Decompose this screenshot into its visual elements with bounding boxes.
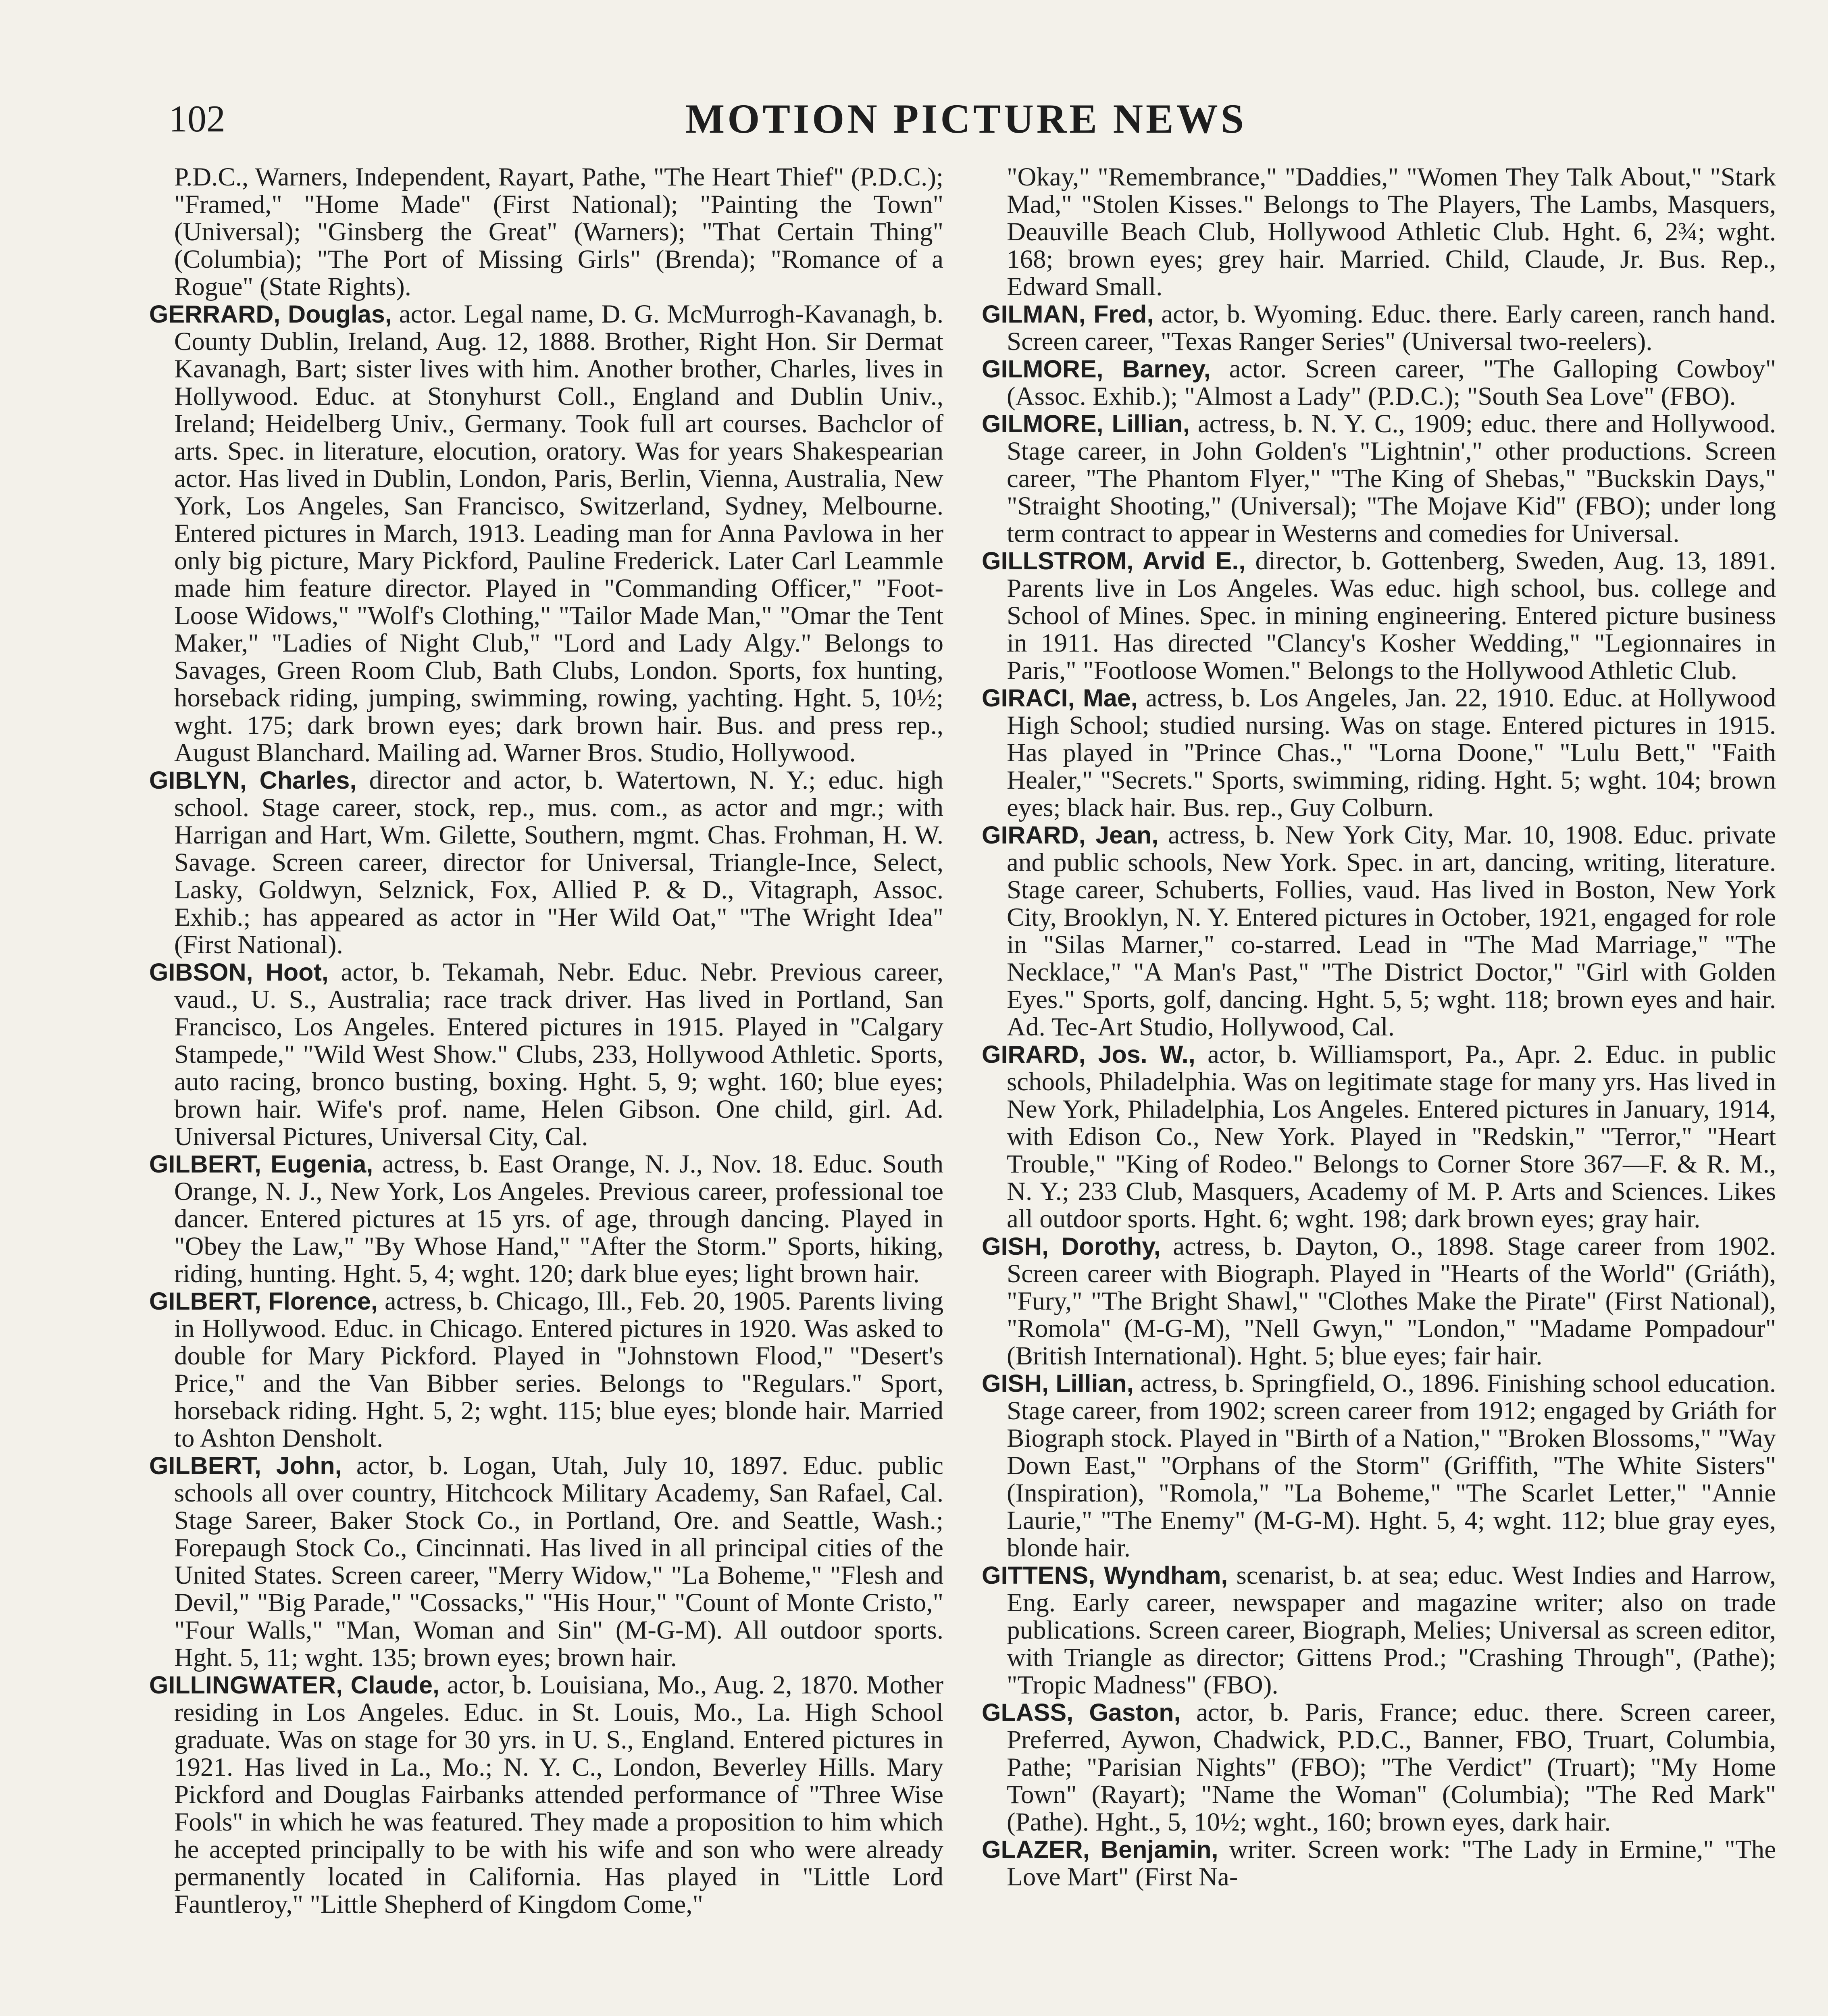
directory-entry [149,958,943,1150]
directory-entry [982,300,1776,355]
left-column [149,163,943,1918]
entry-text: writer. Screen work: "The Lady in Ermine," "The Love Mart" (First Na- [1007,1835,1776,1891]
entry-text: actress, b. East Orange, N. J., Nov. 18. Educ. South Orange, N. J., New York, Los Angeles. Previous career, professional toe dancer. Entered pictures at 15 yrs. of age, through dancing. Played in "Obey the Law," "By Whose Hand," "After the Storm." Sports, hiking, riding, hunting. Hght. 5, 4; wght. 120; dark blue eyes; light brown hair. [174,1150,943,1288]
entry-text: actor, b. Paris, France; educ. there. Screen career, Preferred, Aywon, Chadwick, P.D.C., Banner, FBO, Truart, Columbia, Pathe; "Parisian Nights" (FBO); "The Verdict" (Truart); "My Home Town" (Rayart); "Name the Woman" (Columbia); "The Red Mark" (Pathe). Hght., 5, 10½; wght., 160; brown eyes, dark hair. [1007,1698,1776,1837]
entry-text: director, b. Gottenberg, Sweden, Aug. 13, 1891. Parents live in Los Angeles. Was educ. high school, bus. college and School of Mines. Spec. in mining engineering. Entered picture business in 1911. Has directed "Clancy's Kosher Wedding," "Legionnaires in Paris," "Footloose Women." Belongs to the Hollywood Athletic Club. [1007,546,1776,685]
directory-entry [982,1370,1776,1562]
entry-name: GLAZER, Benjamin, [982,1836,1218,1863]
entry-name: GILBERT, Eugenia, [149,1150,373,1178]
entry-name: GILLSTROM, Arvid E., [982,547,1246,575]
entry-name: GILBERT, Florence, [149,1287,378,1315]
entry-name: GIRARD, Jean, [982,821,1159,849]
entry-text: actor, b. Williamsport, Pa., Apr. 2. Educ. in public schools, Philadelphia. Was on legitimate stage for many yrs. Has lived in New York, Philadelphia, Los Angeles. Entered pictures in January, 1914, with Edison Co., New York. Played in "Redskin," "Terror," "Heart Trouble," "King of Rodeo." Belongs to Corner Store 367—F. & R. M., N. Y.; 233 Club, Masquers, Academy of M. P. Arts and Sciences. Likes all outdoor sports. Hght. 6; wght. 198; dark brown eyes; gray hair. [1007,1040,1776,1233]
directory-entry [982,547,1776,684]
entry-text: "Okay," "Remembrance," "Daddies," "Women They Talk About," "Stark Mad," "Stolen Kisses." Belongs to The Players, The Lambs, Masquers, Deauville Beach Club, Hollywood Athletic Club. Hght. 6, 2¾; wght. 168; brown eyes; grey hair. Married. Child, Claude, Jr. Bus. Rep., Edward Small. [1007,162,1776,301]
entry-text: actress, b. New York City, Mar. 10, 1908. Educ. private and public schools, New York. Spec. in art, dancing, writing, literature. Stage career, Schuberts, Follies, vaud. Has lived in Boston, New York City, Brooklyn, N. Y. Entered pictures in October, 1921, engaged for role in "Silas Marner," co-starred. Lead in "The Mad Marriage," "The Necklace," "A Man's Past," "The District Doctor," "Girl with Golden Eyes." Sports, golf, dancing. Hght. 5, 5; wght. 118; brown eyes and hair. Ad. Tec-Art Studio, Hollywood, Cal. [1007,821,1776,1041]
entry-name: GILMORE, Lillian, [982,410,1190,437]
directory-entry [982,410,1776,547]
directory-entry [149,1452,943,1671]
entry-text: actor. Screen career, "The Galloping Cowboy" (Assoc. Exhib.); "Almost a Lady" (P.D.C.); "South Sea Love" (FBO). [1007,354,1776,411]
page-number: 102 [169,98,225,140]
directory-entry [149,1671,943,1918]
directory-entry [982,1562,1776,1699]
entry-name: GILMAN, Fred, [982,300,1154,328]
entry-text: scenarist, b. at sea; educ. West Indies and Harrow, Eng. Early career, newspaper and magazine writer; also on trade publications. Screen career, Biograph, Melies; Universal as screen editor, with Triangle as director; Gittens Prod.; "Crashing Through", (Pathe); "Tropic Madness" (FBO). [1007,1561,1776,1699]
directory-entry [982,684,1776,821]
entry-continuation [149,163,943,300]
right-column [982,163,1776,1891]
directory-entry [149,1287,943,1452]
entry-name: GITTENS, Wyndham, [982,1562,1228,1589]
entry-name: GIBLYN, Charles, [149,766,357,794]
directory-entry [149,766,943,958]
entry-name: GLASS, Gaston, [982,1699,1181,1726]
entry-text: actor, b. Logan, Utah, July 10, 1897. Educ. public schools all over country, Hitchcock Military Academy, San Rafael, Cal. Stage Sareer, Baker Stock Co., in Portland, Ore. and Seattle, Wash.; Forepaugh Stock Co., Cincinnati. Has lived in all principal cities of the United States. Screen career, "Merry Widow," "La Boheme," "Flesh and Devil," "Big Parade," "Cossacks," "His Hour," "Count of Monte Cristo," "Four Walls," "Man, Woman and Sin" (M-G-M). All outdoor sports. Hght. 5, 11; wght. 135; brown eyes; brown hair. [174,1451,943,1672]
directory-entry [149,1150,943,1287]
entry-name: GILLINGWATER, Claude, [149,1671,439,1699]
entry-text: actress, b. Los Angeles, Jan. 22, 1910. Educ. at Hollywood High School; studied nursing. Was on stage. Entered pictures in 1915. Has played in "Prince Chas.," "Lorna Doone," "Lulu Bett," "Faith Healer," "Secrets." Sports, swimming, riding. Hght. 5; wght. 104; brown eyes; black hair. Bus. rep., Guy Colburn. [1007,683,1776,822]
directory-entry [149,300,943,766]
directory-entry [982,1041,1776,1233]
entry-text: actor, b. Wyoming. Educ. there. Early careen, ranch hand. Screen career, "Texas Ranger Series" (Universal two-reelers). [1007,300,1776,356]
entry-text: actor. Legal name, D. G. McMurrogh-Kavanagh, b. County Dublin, Ireland, Aug. 12, 1888. Brother, Right Hon. Sir Dermat Kavanagh, Bart; sister lives with him. Another brother, Charles, lives in Hollywood. Educ. at Stonyhurst Coll., England and Dublin Univ., Ireland; Heidelberg Univ., Germany. Took full art courses. Bachclor of arts. Spec. in literature, elocution, oratory. Was for years Shakespearian actor. Has lived in Dublin, London, Paris, Berlin, Vienna, Australia, New York, Los Angeles, San Francisco, Switzerland, Sydney, Melbourne. Entered pictures in March, 1913. Leading man for Anna Pavlowa in her only big picture, Mary Pickford, Pauline Frederick. Later Carl Leammle made him feature director. Played in "Commanding Officer," "Foot-Loose Widows," "Wolf's Clothing," "Tailor Made Man," "Omar the Tent Maker," "Ladies of Night Club," "Lord and Lady Algy." Belongs to Savages, Green Room Club, Bath Clubs, London. Sports, fox hunting, horseback riding, jumping, swimming, rowing, yachting. Hght. 5, 10½; wght. 175; dark brown eyes; dark brown hair. Bus. and press rep., August Blanchard. Mailing ad. Warner Bros. Studio, Hollywood. [174,300,944,767]
entry-text: P.D.C., Warners, Independent, Rayart, Pathe, "The Heart Thief" (P.D.C.); "Framed," "Home Made" (First National); "Painting the Town" (Universal); "Ginsberg the Great" (Warners); "That Certain Thing" (Columbia); "The Port of Missing Girls" (Brenda); "Romance of a Rogue" (State Rights). [174,162,943,301]
directory-entry [982,355,1776,410]
entry-name: GILBERT, John, [149,1452,342,1479]
entry-name: GERRARD, Douglas, [149,300,392,328]
entry-name: GIBSON, Hoot, [149,958,329,986]
directory-entry [982,821,1776,1041]
entry-text: actress, b. Springfield, O., 1896. Finishing school education. Stage career, from 1902; screen career from 1912; engaged by Griáth for Biograph stock. Played in "Birth of a Nation," "Broken Blossoms," "Way Down East," "Orphans of the Storm" (Griffith, "The White Sisters" (Inspiration), "Romola," "La Boheme," "The Scarlet Letter," "Annie Laurie," "The Enemy" (M-G-M). Hght. 5, 4; wght. 112; blue gray eyes, blonde hair. [1007,1369,1776,1562]
directory-entry [982,1699,1776,1836]
entry-name: GIRARD, Jos. W., [982,1041,1195,1068]
entry-text: actress, b. Dayton, O., 1898. Stage career from 1902. Screen career with Biograph. Played in "Hearts of the World" (Griáth), "Fury," "The Bright Shawl," "Clothes Make the Pirate" (First National), "Romola" (M-G-M), "Nell Gwyn," "London," "Madame Pompadour" (British International). Hght. 5; blue eyes; fair hair. [1007,1232,1776,1370]
entry-name: GISH, Dorothy, [982,1233,1161,1260]
entry-text: actress, b. Chicago, Ill., Feb. 20, 1905. Parents living in Hollywood. Educ. in Chicago. Entered pictures in 1920. Was asked to double for Mary Pickford. Played in "Johnstown Flood," "Desert's Price," and the Van Bibber series. Belongs to "Regulars." Sport, horseback riding. Hght. 5, 2; wght. 115; blue eyes; blonde hair. Married to Ashton Densholt. [174,1287,943,1453]
directory-entry [982,1836,1776,1891]
entry-name: GISH, Lillian, [982,1370,1134,1397]
entry-text: actor, b. Tekamah, Nebr. Educ. Nebr. Previous career, vaud., U. S., Australia; race track driver. Has lived in Portland, San Francisco, Los Angeles. Entered pictures in 1915. Played in "Calgary Stampede," "Wild West Show." Clubs, 233, Hollywood Athletic. Sports, auto racing, bronco busting, boxing. Hght. 5, 9; wght. 160; blue eyes; brown hair. Wife's prof. name, Helen Gibson. One child, girl. Ad. Universal Pictures, Universal City, Cal. [174,958,943,1151]
running-title: MOTION PICTURE NEWS [685,96,1247,142]
entry-name: GIRACI, Mae, [982,684,1138,712]
entry-text: actress, b. N. Y. C., 1909; educ. there and Hollywood. Stage career, in John Golden's "Lightnin'," other productions. Screen career, "The Phantom Flyer," "The King of Shebas," "Buckskin Days," "Straight Shooting," (Universal); "The Mojave Kid" (FBO); under long term contract to appear in Westerns and comedies for Universal. [1007,409,1776,548]
directory-entry [982,1233,1776,1370]
entry-text: director and actor, b. Watertown, N. Y.; educ. high school. Stage career, stock, rep., mus. com., as actor and mgr.; with Harrigan and Hart, Wm. Gilette, Southern, mgmt. Chas. Frohman, H. W. Savage. Screen career, director for Universal, Triangle-Ince, Select, Lasky, Goldwyn, Selznick, Fox, Allied P. & D., Vitagraph, Assoc. Exhib.; has appeared as actor in "Her Wild Oat," "The Wright Idea" (First National). [174,766,944,959]
entry-continuation [982,163,1776,300]
entry-name: GILMORE, Barney, [982,355,1211,383]
page-header [0,91,1828,147]
entry-text: actor, b. Louisiana, Mo., Aug. 2, 1870. Mother residing in Los Angeles. Educ. in St. Louis, Mo., La. High School graduate. Was on stage for 30 yrs. in U. S., England. Entered pictures in 1921. Has lived in La., Mo.; N. Y. C., London, Beverley Hills. Mary Pickford and Douglas Fairbanks attended performance of "Three Wise Fools" in which he was featured. They made a proposition to him which he accepted principally to be with his wife and son who were already permanently located in California. Has played in "Little Lord Fauntleroy," "Little Shepherd of Kingdom Come," [174,1670,943,1919]
